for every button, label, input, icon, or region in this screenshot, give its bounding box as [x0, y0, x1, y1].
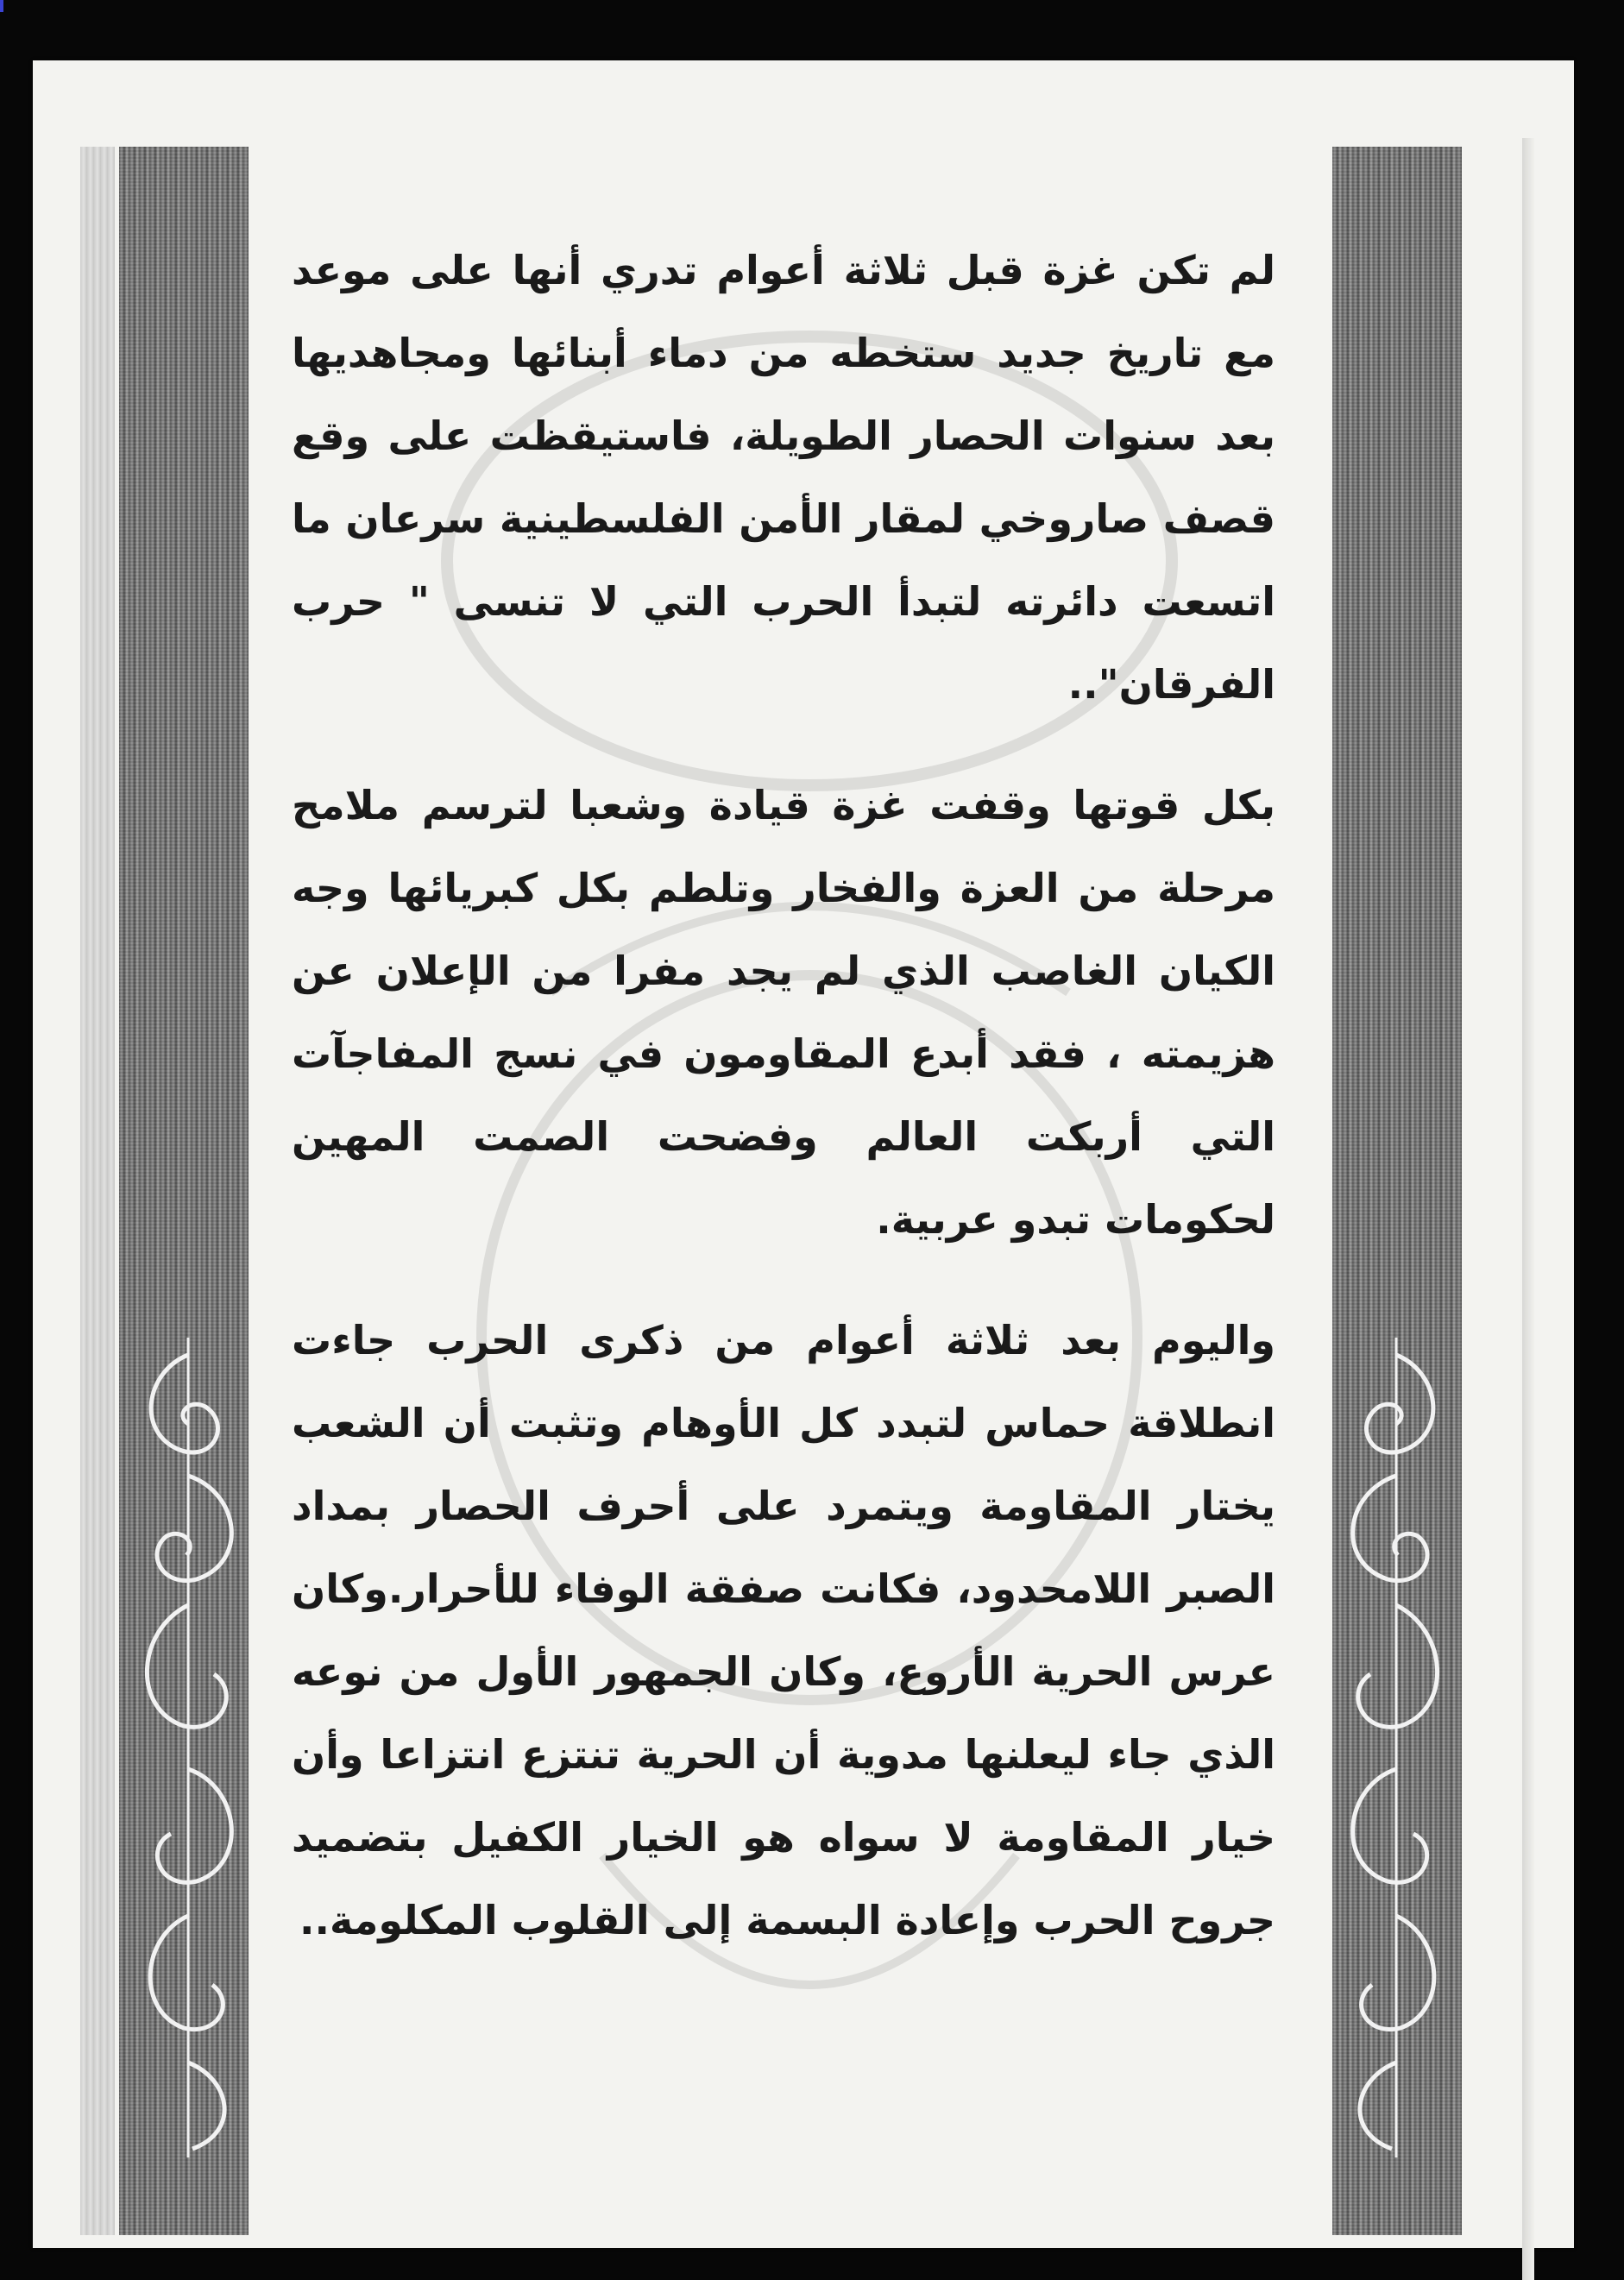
- scan-edge-mark: [0, 0, 3, 12]
- left-inner-border: [80, 147, 115, 2235]
- floral-ornament-icon: [110, 1320, 266, 2166]
- floral-ornament-icon: [1319, 1320, 1474, 2166]
- paragraph-intro: لم تكن غزة قبل ثلاثة أعوام تدري أنها على موعد مع تاريخ جديد ستخطه من دماء أبنائها ومجاهديها بعد سنوات الحصار الطويلة، فاستيقظت على وقع قصف صاروخي لمقار الأمن الفلسطينية سرعان ما اتسعت دائرته لتبدأ الحرب التي لا تنسى " حرب الفرقان"..: [292, 247, 1275, 708]
- paragraph-resistance: بكل قوتها وقفت غزة قيادة وشعبا لترسم ملامح مرحلة من العزة والفخار وتلطم بكل كبريائها وجه الكيان الغاصب الذي لم يجد مفرا من الإعلان عن هزيمته ، فقد أبدع المقاومون في نسج المفاجآت التي أربكت العالم وفضحت الصمت المهين لحكومات تبدو عربية.: [292, 782, 1275, 1243]
- paragraph-anniversary: واليوم بعد ثلاثة أعوام من ذكرى الحرب جاءت انطلاقة حماس لتبدد كل الأوهام وتثبت أن الشعب يختار المقاومة ويتمرد على أحرف الحصار بمداد الصبر اللامحدود، فكانت صفقة الوفاء للأحرار.وكان عرس الحرية الأروع، وكان الجمهور الأول من نوعه الذي جاء ليعلنها مدوية أن الحرية تنتزع انتزاعا وأن خيار المقاومة لا سواه هو الخيار الكفيل بتضميد جروح الحرب وإعادة البسمة إلى القلوب المكلومة..: [292, 1317, 1275, 1943]
- article-body: [292, 229, 1275, 1962]
- paper-fold-edge: [1522, 138, 1534, 2280]
- paper-sheet: [33, 60, 1574, 2248]
